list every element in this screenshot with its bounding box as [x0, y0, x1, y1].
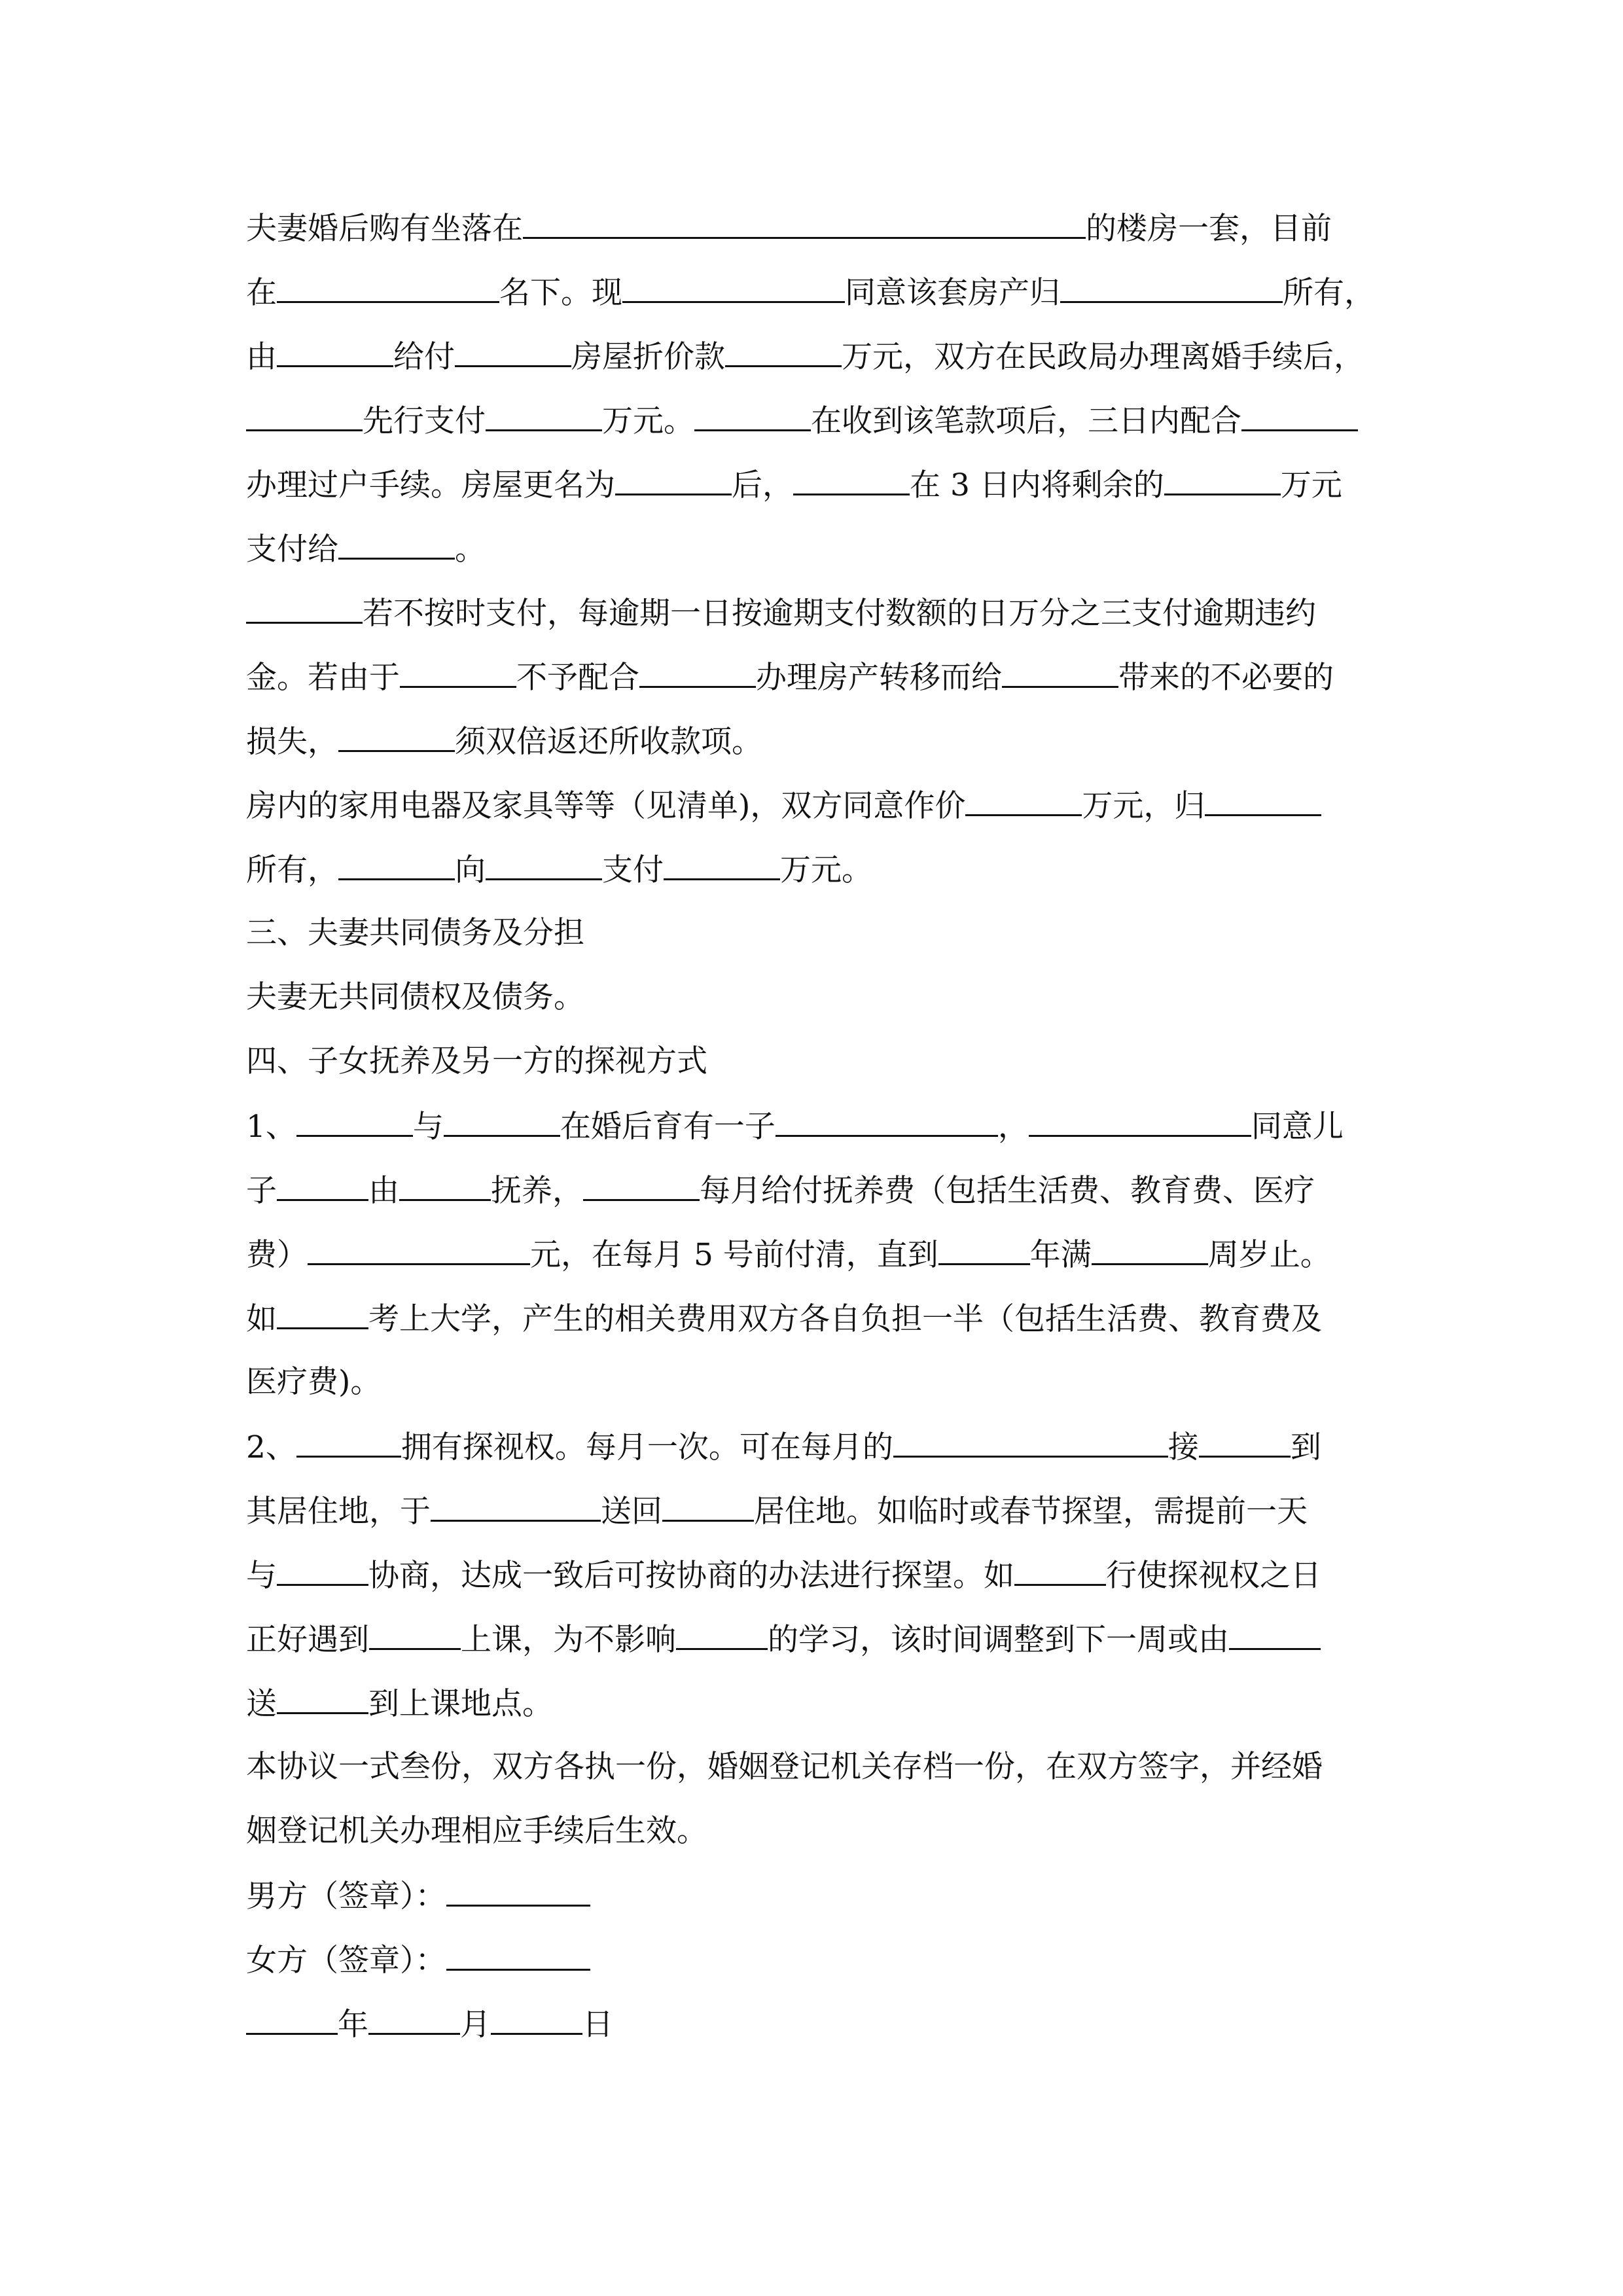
text-segment: 费）	[246, 1237, 308, 1273]
text-segment: 办理房产转移而给	[756, 660, 1002, 696]
fill-in-blank[interactable]	[583, 1170, 700, 1201]
date-line	[246, 2004, 1382, 2045]
text-segment: 年	[338, 2007, 368, 2043]
text-line	[246, 978, 1382, 1017]
text-segment: 本协议一式叁份，双方各执一份，婚姻登记机关存档一份，在双方签字，并经婚	[246, 1749, 1323, 1785]
text-segment: 同意儿	[1251, 1109, 1344, 1145]
text-segment: 其居住地，于	[246, 1494, 431, 1530]
text-segment: 2、	[246, 1429, 296, 1465]
text-line	[246, 785, 1382, 826]
text-segment: 金。若由于	[246, 660, 400, 696]
text-segment: 协商，达成一致后可按协商的办法进行探望。如	[368, 1558, 1014, 1594]
text-segment: 在	[246, 275, 277, 311]
text-segment: 送	[246, 1686, 277, 1722]
fill-in-blank[interactable]	[369, 1619, 461, 1650]
text-line	[246, 1106, 1382, 1147]
text-line	[246, 1555, 1382, 1596]
fill-in-blank[interactable]	[246, 593, 363, 624]
text-segment: ，	[997, 1109, 1029, 1145]
text-segment: 同意该套房产归	[845, 275, 1060, 311]
text-segment: 万元，双方在民政局办理离婚手续后，	[842, 339, 1364, 375]
text-segment: 名下。现	[499, 275, 622, 311]
female-signature-field[interactable]	[446, 1940, 590, 1971]
text-line	[246, 850, 1382, 890]
text-segment: 房屋折价款	[571, 339, 725, 375]
text-segment: 的学习，该时间调整到下一周或由	[768, 1622, 1229, 1658]
text-segment: 在 3 日内将剩余的	[910, 467, 1164, 503]
year-field[interactable]	[246, 2004, 338, 2035]
text-segment: 损失，	[246, 724, 338, 760]
text-line	[246, 1299, 1382, 1339]
female-signature-line	[246, 1940, 1382, 1981]
fill-in-blank[interactable]	[1205, 785, 1321, 816]
text-segment: 元，在每月 5 号前付清，直到	[530, 1237, 938, 1273]
fill-in-blank[interactable]	[776, 1106, 998, 1137]
text-segment: 由	[368, 1173, 399, 1209]
text-segment: 夫妻无共同债权及债务。	[246, 979, 584, 1015]
fill-in-blank[interactable]	[277, 1683, 368, 1714]
text-segment: 夫妻婚后购有坐落在	[246, 211, 523, 247]
fill-in-blank[interactable]	[676, 1619, 768, 1650]
text-line	[246, 1363, 1382, 1402]
fill-in-blank[interactable]	[246, 401, 363, 431]
fill-in-blank[interactable]	[893, 1427, 1168, 1458]
text-segment: 每月给付抚养费（包括生活费、教育费、医疗	[700, 1173, 1315, 1209]
text-segment: 居住地。如临时或春节探望，需提前一天	[754, 1494, 1308, 1530]
text-line	[246, 593, 1382, 634]
text-segment: 周岁止。	[1207, 1237, 1331, 1273]
text-segment: 在收到该笔款项后，三日内配合	[811, 403, 1241, 439]
text-segment: 正好遇到	[246, 1622, 369, 1658]
fill-in-blank[interactable]	[1014, 1555, 1106, 1586]
text-segment: 的楼房一套，目前	[1086, 211, 1332, 247]
day-field[interactable]	[491, 2004, 582, 2035]
text-line	[246, 336, 1382, 377]
fill-in-blank[interactable]	[1092, 1234, 1208, 1265]
fill-in-blank[interactable]	[664, 850, 780, 880]
fill-in-blank[interactable]	[486, 850, 602, 880]
fill-in-blank[interactable]	[1029, 1106, 1251, 1137]
text-segment: 先行支付	[363, 403, 486, 439]
text-segment: 拥有探视权。每月一次。可在每月的	[401, 1429, 893, 1465]
text-segment: 向	[455, 852, 486, 888]
fill-in-blank[interactable]	[486, 401, 602, 431]
text-line	[246, 401, 1382, 441]
text-segment: 在婚后育有一子	[560, 1109, 776, 1145]
text-segment: 万元。	[602, 403, 694, 439]
fill-in-blank[interactable]	[277, 1170, 368, 1201]
section-heading	[246, 1042, 1382, 1081]
text-segment: 房内的家用电器及家具等等（见清单)，双方同意作价	[246, 788, 966, 824]
fill-in-blank[interactable]	[1002, 657, 1118, 688]
text-segment: 给付	[393, 339, 455, 375]
fill-in-blank[interactable]	[1241, 401, 1358, 431]
text-segment: 1、	[246, 1109, 296, 1145]
text-line	[246, 721, 1382, 762]
text-segment: 年满	[1029, 1237, 1092, 1273]
fill-in-blank[interactable]	[615, 465, 732, 495]
text-segment: 支付	[602, 852, 664, 888]
text-line	[246, 465, 1382, 505]
text-segment: 由	[246, 339, 277, 375]
text-line	[246, 1683, 1382, 1724]
text-segment: 男方（签章）：	[246, 1878, 446, 1914]
fill-in-blank[interactable]	[1199, 1427, 1291, 1458]
fill-in-blank[interactable]	[793, 465, 910, 495]
text-segment: 须双倍返还所收款项。	[455, 724, 762, 760]
fill-in-blank[interactable]	[399, 1170, 491, 1201]
text-segment: 如	[246, 1301, 277, 1337]
text-line	[246, 1812, 1382, 1851]
fill-in-blank[interactable]	[444, 1106, 560, 1137]
text-line	[246, 657, 1382, 698]
text-segment: 四、子女抚养及另一方的探视方式	[246, 1043, 707, 1079]
text-segment: 万元，归	[1082, 788, 1205, 824]
text-segment: 到上课地点。	[368, 1686, 553, 1722]
text-line	[246, 1170, 1382, 1211]
text-segment: 若不按时支付，每逾期一日按逾期支付数额的日万分之三支付逾期违约	[363, 596, 1316, 632]
text-segment: 姻登记机关办理相应手续后生效。	[246, 1813, 707, 1849]
text-line	[246, 529, 1382, 569]
fill-in-blank[interactable]	[523, 208, 1086, 239]
fill-in-blank[interactable]	[400, 657, 516, 688]
fill-in-blank[interactable]	[338, 721, 455, 752]
text-segment: 万元。	[780, 852, 872, 888]
fill-in-blank[interactable]	[431, 1491, 601, 1522]
fill-in-blank[interactable]	[938, 1234, 1030, 1265]
text-segment: 到	[1290, 1429, 1321, 1465]
section-heading	[246, 914, 1382, 953]
fill-in-blank[interactable]	[694, 401, 811, 431]
text-segment: 行使探视权之日	[1106, 1558, 1321, 1594]
text-segment: 医疗费)。	[246, 1364, 382, 1400]
text-line	[246, 1748, 1382, 1787]
text-segment: 三、夫妻共同债务及分担	[246, 915, 584, 951]
text-segment: 抚养，	[491, 1173, 583, 1209]
text-segment: 所有，	[246, 852, 338, 888]
fill-in-blank[interactable]	[1229, 1619, 1321, 1650]
fill-in-blank[interactable]	[965, 785, 1082, 816]
text-segment: 送回	[601, 1494, 662, 1530]
text-segment: 带来的不必要的	[1118, 660, 1334, 696]
fill-in-blank[interactable]	[455, 336, 571, 367]
fill-in-blank[interactable]	[662, 1491, 754, 1522]
text-segment: 所有，	[1283, 275, 1375, 311]
text-line	[246, 272, 1382, 313]
text-segment: 不予配合	[516, 660, 639, 696]
fill-in-blank[interactable]	[277, 272, 499, 303]
text-segment: 上课，为不影响	[461, 1622, 676, 1658]
text-segment: 支付给	[246, 531, 338, 567]
text-segment: 月	[460, 2007, 491, 2043]
fill-in-blank[interactable]	[277, 1555, 368, 1586]
text-line	[246, 1427, 1382, 1467]
text-line	[246, 208, 1382, 249]
fill-in-blank[interactable]	[277, 1299, 368, 1329]
text-segment: 与	[412, 1109, 444, 1145]
fill-in-blank[interactable]	[338, 529, 455, 560]
text-line	[246, 1619, 1382, 1660]
text-segment: 万元	[1280, 467, 1342, 503]
fill-in-blank[interactable]	[308, 1234, 530, 1265]
text-segment: 接	[1168, 1429, 1199, 1465]
text-segment: 考上大学，产生的相关费用双方各自负担一半（包括生活费、教育费及	[368, 1301, 1322, 1337]
fill-in-blank[interactable]	[725, 336, 842, 367]
fill-in-blank[interactable]	[277, 336, 393, 367]
text-segment: 。	[455, 531, 486, 567]
fill-in-blank[interactable]	[296, 1106, 413, 1137]
text-segment: 子	[246, 1173, 277, 1209]
fill-in-blank[interactable]	[1060, 272, 1283, 303]
text-segment: 办理过户手续。房屋更名为	[246, 467, 615, 503]
fill-in-blank[interactable]	[338, 850, 455, 880]
text-segment: 与	[246, 1558, 277, 1594]
fill-in-blank[interactable]	[622, 272, 845, 303]
fill-in-blank[interactable]	[1164, 465, 1281, 495]
fill-in-blank[interactable]	[639, 657, 756, 688]
month-field[interactable]	[368, 2004, 460, 2035]
text-segment: 后，	[732, 467, 793, 503]
male-signature-line	[246, 1876, 1382, 1916]
fill-in-blank[interactable]	[296, 1427, 401, 1458]
text-segment: 日	[582, 2007, 613, 2043]
text-line	[246, 1234, 1382, 1275]
male-signature-field[interactable]	[446, 1876, 590, 1907]
text-segment: 女方（签章）：	[246, 1943, 446, 1979]
text-line	[246, 1491, 1382, 1532]
